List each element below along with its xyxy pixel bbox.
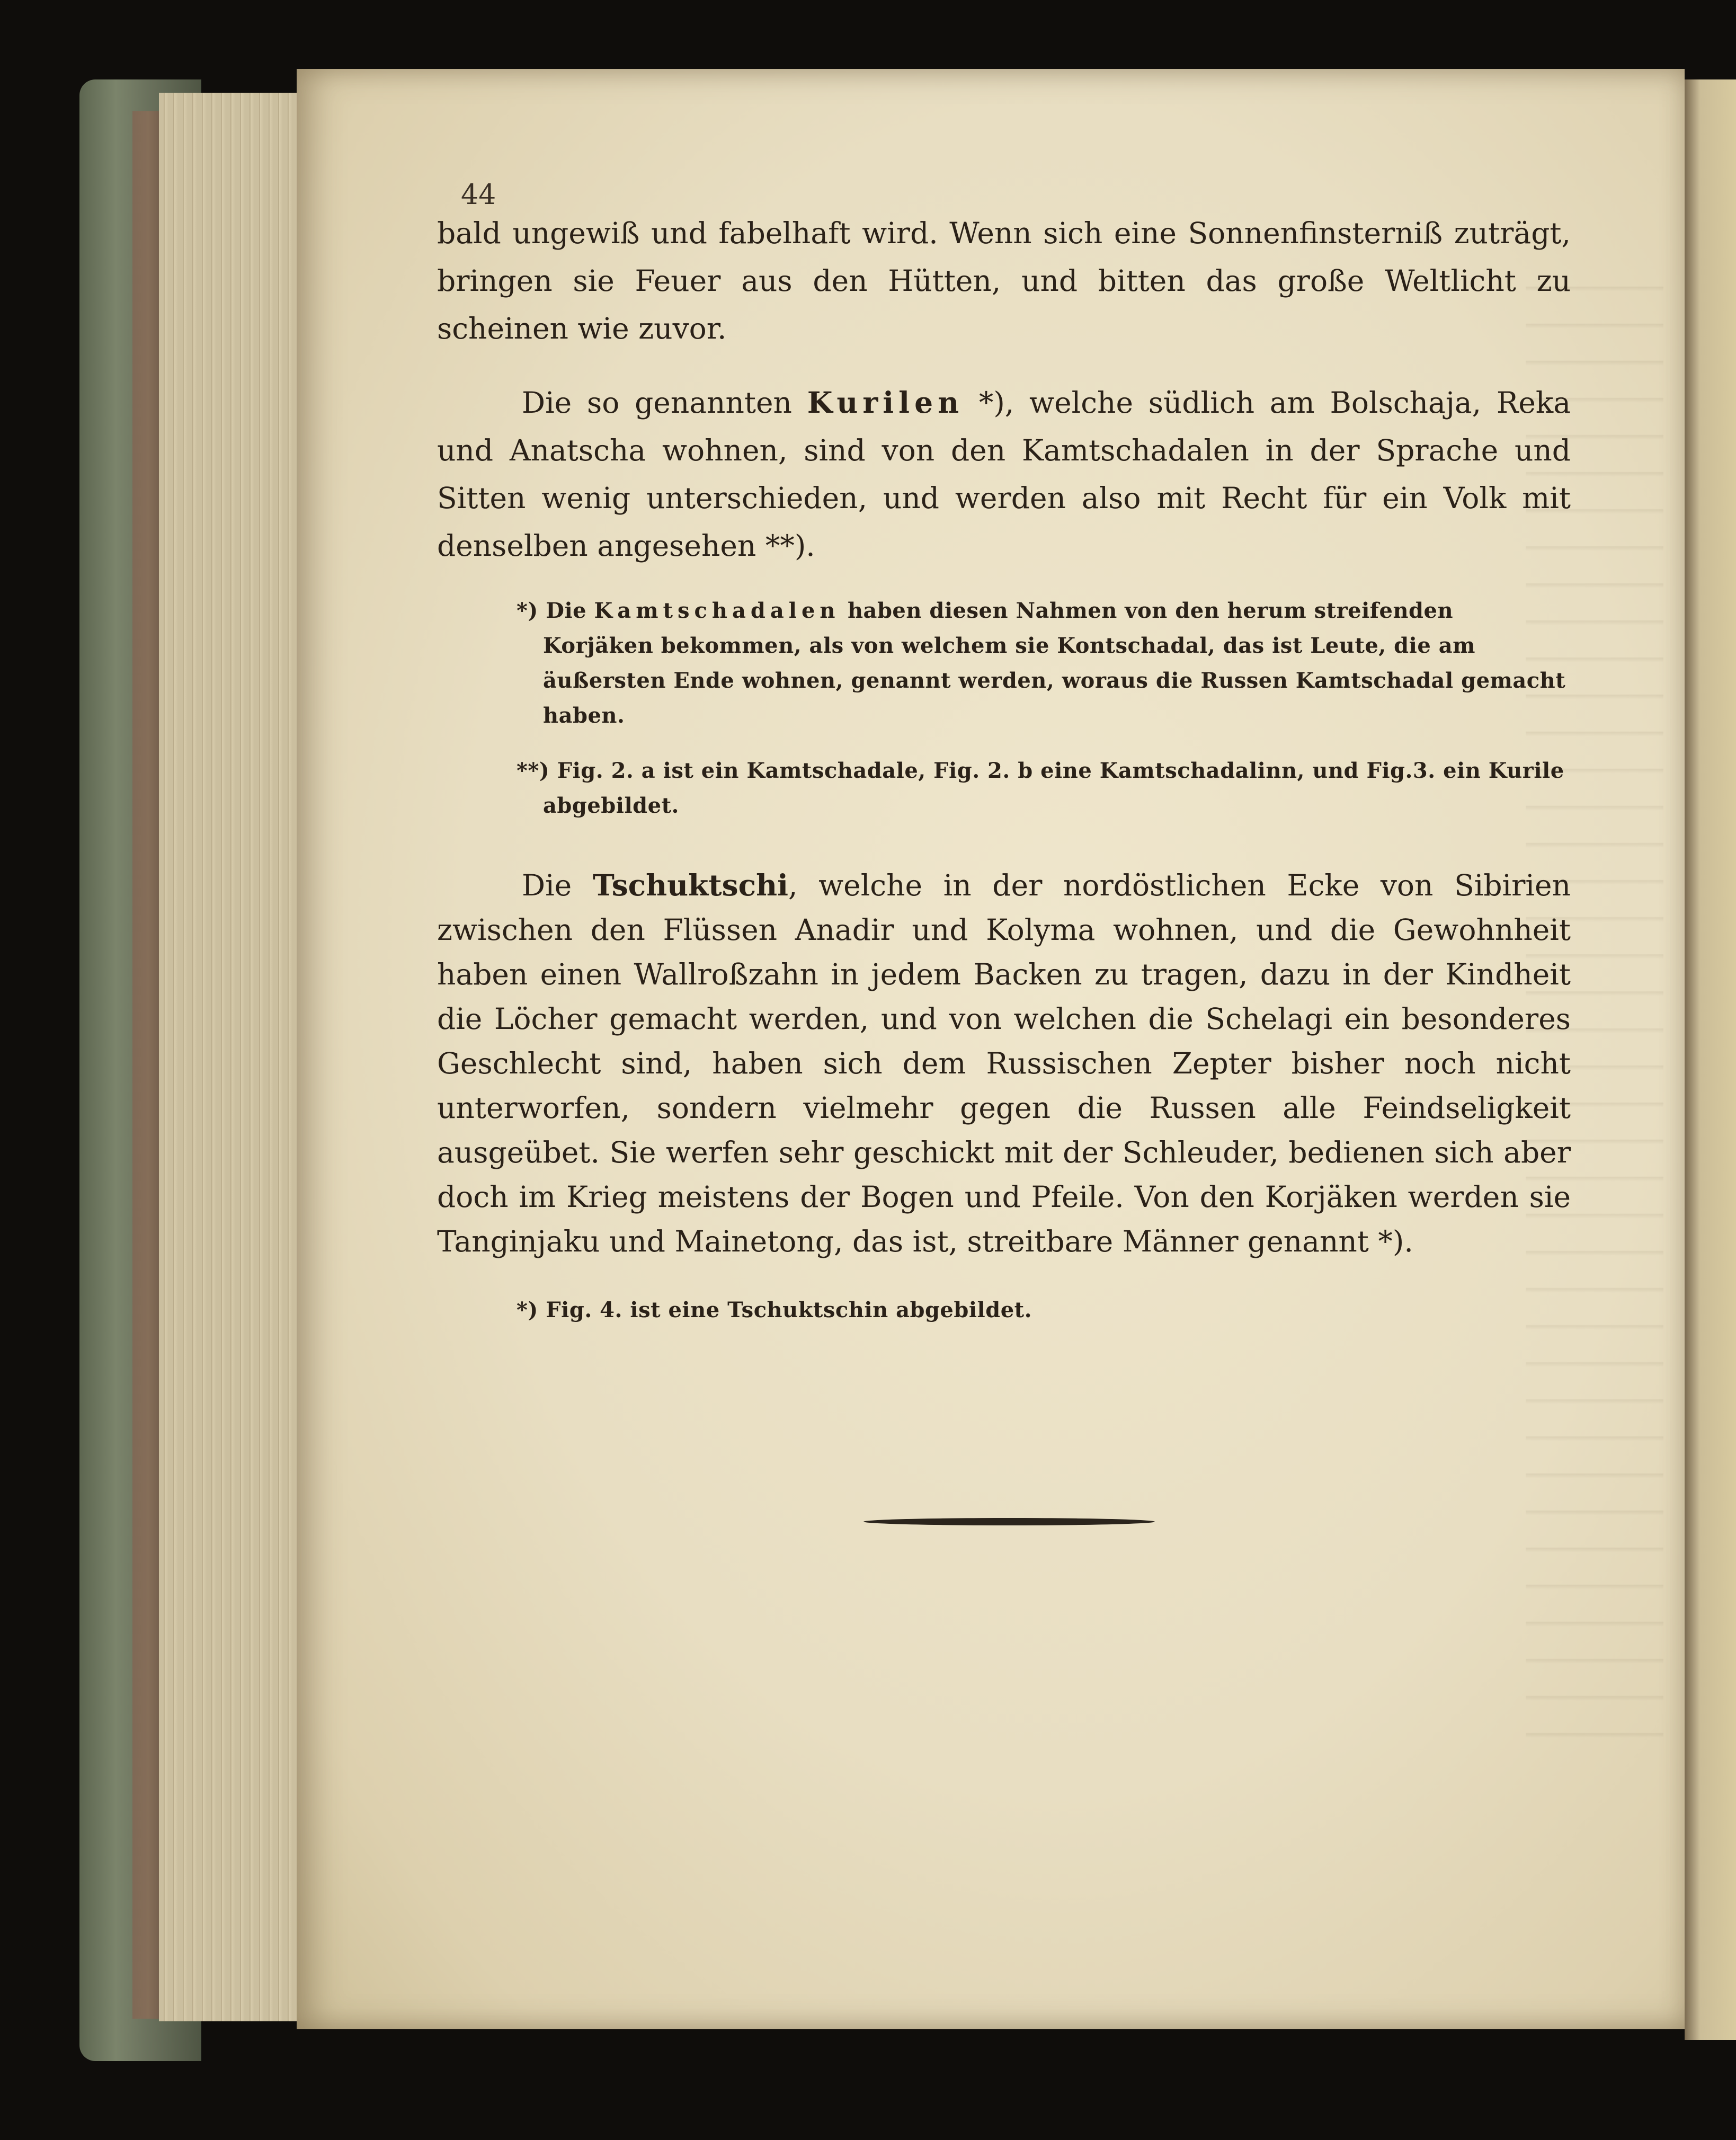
footnote-2: **) Fig. 2. a ist ein Kamtschadale, Fig. 2. b eine Kamtschadalinn, und Fig.3. ein Kurile abgebildet. xyxy=(517,758,1564,818)
page-content xyxy=(437,180,1571,1328)
footnote-1-start: *) Die xyxy=(517,598,594,623)
paragraph-2-start: Die so genannten xyxy=(522,386,807,420)
paragraph-2 xyxy=(437,379,1571,570)
footnote-3: *) Fig. 4. ist eine Tschuktschin abgebildet. xyxy=(517,1298,1032,1322)
term-tschuktschi: Tschuktschi xyxy=(592,868,788,902)
next-page-edge xyxy=(1685,79,1736,2040)
paragraph-2-rest: *), welche südlich am Bolschaja, Reka und Anatscha wohnen, sind von den Kamtschadalen in der Sprache und Sitten wenig unterschieden, und werden also mit Recht für ein Volk mit denselben angesehen **). xyxy=(437,386,1571,563)
footnote-1 xyxy=(437,593,1571,733)
page-number: 44 xyxy=(461,179,496,211)
paragraph-3-start: Die xyxy=(522,868,593,902)
paragraph-3-rest: , welche in der nordöstlichen Ecke von Sibirien zwischen den Flüssen Anadir und Kolyma wohnen, und die Gewohnheit haben einen Wallroßzahn in jedem Backen zu tragen, dazu in der Kindheit die Löcher gemacht werden, und von welchen die Schelagi ein besonderes Geschlecht sind, haben sich dem Russischen Zepter bisher noch nicht unterworfen, sondern vielmehr gegen die Russen alle Feindseligkeit ausgeübet. Sie werfen sehr geschickt mit der Schleuder, bedienen sich aber doch im Krieg meistens der Bogen und Pfeile. Von den Korjäken werden sie Tanginjaku und Mainetong, das ist, streitbare Männer genannt *). xyxy=(437,868,1571,1258)
term-kurilen: Kurilen xyxy=(807,385,964,420)
footnote-1-rest: haben diesen Nahmen von den herum streifenden Korjäken bekommen, als von welchem sie Kontschadal, das ist Leute, die am äußersten Ende wohnen, genannt werden, woraus die Russen Kamtschadal gemacht haben. xyxy=(543,598,1566,728)
term-kamtschadalen: Kamtschadalen xyxy=(594,598,840,623)
closing-rule xyxy=(863,1518,1155,1525)
paragraph-3 xyxy=(437,863,1571,1264)
paragraph-1: bald ungewiß und fabelhaft wird. Wenn sich eine Sonnenfinsterniß zuträgt, bringen sie Feuer aus den Hütten, und bitten das große Weltlicht zu scheinen wie zuvor. xyxy=(437,216,1571,345)
page-edges xyxy=(159,93,318,2021)
